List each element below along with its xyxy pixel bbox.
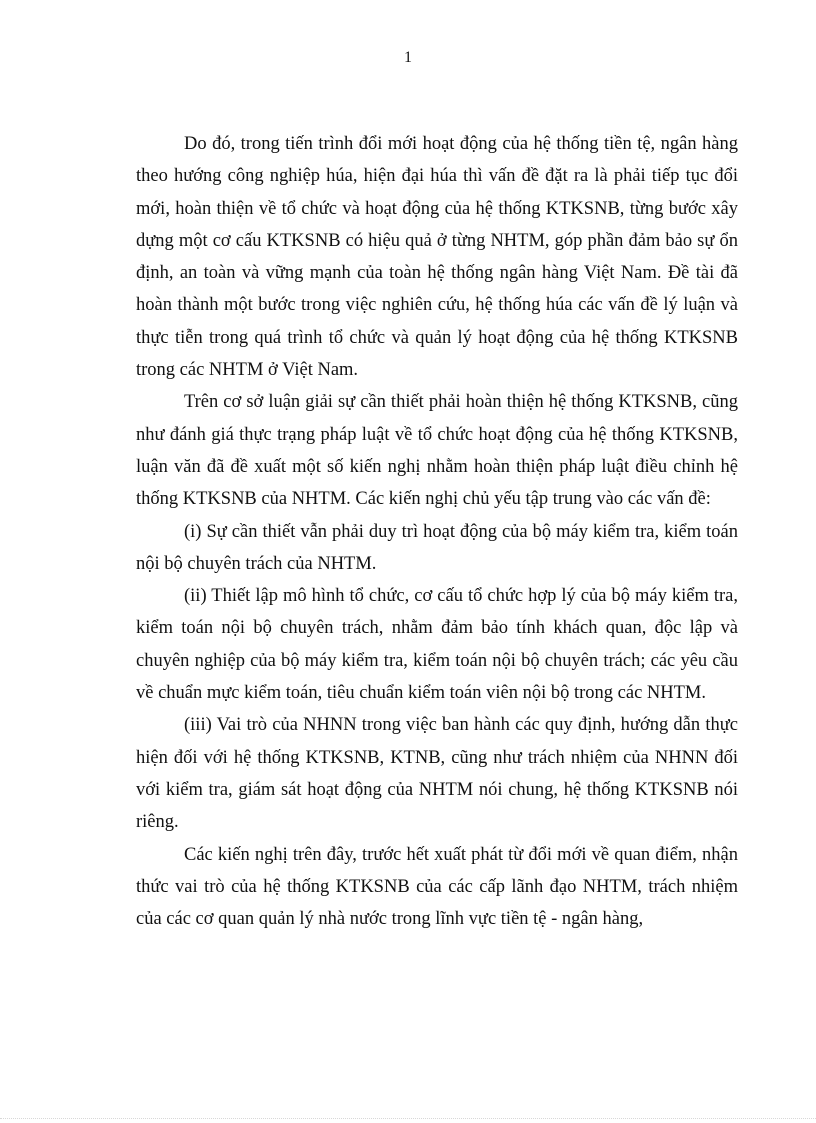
list-item-ii: (ii) Thiết lập mô hình tổ chức, cơ cấu tổ chức hợp lý của bộ máy kiểm tra, kiểm toán nội bộ chuyên trách, nhằm đảm bảo tính khách quan, độc lập và chuyên nghiệp của bộ máy kiểm tra, kiểm toán nội bộ chuyên trách; các yêu cầu về chuẩn mực kiểm toán, tiêu chuẩn kiểm toán viên nội bộ trong các NHTM. bbox=[136, 586, 738, 704]
list-item-i: (i) Sự cần thiết vẫn phải duy trì hoạt động của bộ máy kiểm tra, kiểm toán nội bộ chuyên trách của NHTM. bbox=[136, 521, 738, 574]
paragraph-intro: Do đó, trong tiến trình đổi mới hoạt động của hệ thống tiền tệ, ngân hàng theo hướng công nghiệp húa, hiện đại húa thì vấn đề đặt ra là phải tiếp tục đổi mới, hoàn thiện về tổ chức và hoạt động của hệ thống KTKSNB, từng bước xây dựng một cơ cấu KTKSNB có hiệu quả ở từng NHTM, góp phần đảm bảo sự ổn định, an toàn và vững mạnh của toàn hệ thống ngân hàng Việt Nam. Đề tài đã hoàn thành một bước trong việc nghiên cứu, hệ thống húa các vấn đề lý luận và thực tiễn trong quá trình tổ chức và quản lý hoạt động của hệ thống KTKSNB trong các NHTM ở Việt Nam. bbox=[136, 134, 738, 381]
document-body bbox=[136, 128, 738, 935]
paragraph-closing: Các kiến nghị trên đây, trước hết xuất phát từ đổi mới về quan điểm, nhận thức vai trò của hệ thống KTKSNB của các cấp lãnh đạo NHTM, trách nhiệm của các cơ quan quản lý nhà nước trong lĩnh vực tiền tệ - ngân hàng, bbox=[136, 844, 738, 930]
paragraph-recommendations: Trên cơ sở luận giải sự cần thiết phải hoàn thiện hệ thống KTKSNB, cũng như đánh giá thực trạng pháp luật về tổ chức hoạt động của hệ thống KTKSNB, luận văn đã đề xuất một số kiến nghị nhằm hoàn thiện pháp luật điều chỉnh hệ thống KTKSNB của NHTM. Các kiến nghị chủ yếu tập trung vào các vấn đề: bbox=[136, 392, 738, 510]
page-number: 1 bbox=[404, 49, 412, 66]
list-item-iii: (iii) Vai trò của NHNN trong việc ban hành các quy định, hướng dẫn thực hiện đối với hệ thống KTKSNB, KTNB, cũng như trách nhiệm của NHNN đối với kiểm tra, giám sát hoạt động của NHTM nói chung, hệ thống KTKSNB nói riêng. bbox=[136, 715, 738, 833]
page-bottom-border bbox=[0, 1118, 816, 1119]
